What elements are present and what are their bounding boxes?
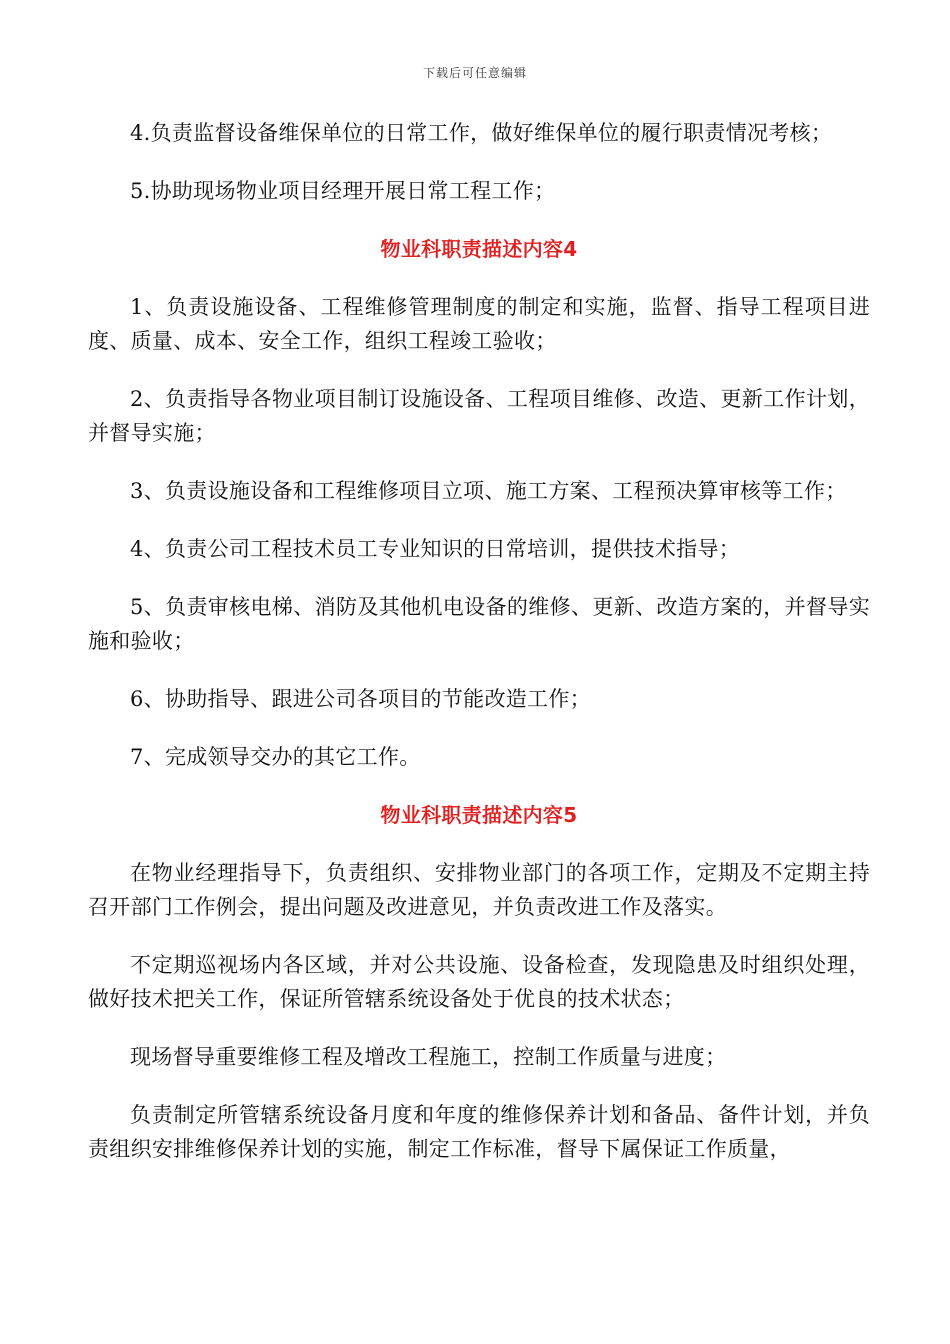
list-item: 1、负责设施设备、工程维修管理制度的制定和实施，监督、指导工程项目进度、质量、成本、安全工作，组织工程竣工验收； xyxy=(88,295,870,353)
list-item: 3、负责设施设备和工程维修项目立项、施工方案、工程预决算审核等工作； xyxy=(130,479,847,503)
paragraph: 不定期巡视场内各区域，并对公共设施、设备检查，发现隐患及时组织处理，做好技术把关工作，保证所管辖系统设备处于优良的技术状态； xyxy=(88,953,870,1011)
header-note: 下载后可任意编辑 xyxy=(422,66,527,80)
paragraph: 负责制定所管辖系统设备月度和年度的维修保养计划和备品、备件计划，并负责组织安排维修保养计划的实施，制定工作标准，督导下属保证工作质量， xyxy=(88,1103,870,1161)
document-body xyxy=(88,116,870,1166)
list-item: 6、协助指导、跟进公司各项目的节能改造工作； xyxy=(130,687,591,711)
list-item: 4、负责公司工程技术员工专业知识的日常培训，提供技术指导； xyxy=(130,537,741,561)
paragraph: 在物业经理指导下，负责组织、安排物业部门的各项工作，定期及不定期主持召开部门工作例会，提出问题及改进意见，并负责改进工作及落实。 xyxy=(88,861,870,919)
paragraph: 现场督导重要维修工程及增改工程施工，控制工作质量与进度； xyxy=(130,1045,727,1069)
section-heading: 物业科职责描述内容4 xyxy=(380,237,578,261)
section-heading: 物业科职责描述内容5 xyxy=(380,803,578,827)
list-item: 5、负责审核电梯、消防及其他机电设备的维修、更新、改造方案的，并督导实施和验收； xyxy=(88,595,870,653)
paragraph: 5.协助现场物业项目经理开展日常工程工作； xyxy=(130,179,556,203)
list-item: 7、完成领导交办的其它工作。 xyxy=(130,745,421,769)
list-item: 2、负责指导各物业项目制订设施设备、工程项目维修、改造、更新工作计划，并督导实施； xyxy=(88,387,870,445)
paragraph: 4.负责监督设备维保单位的日常工作，做好维保单位的履行职责情况考核； xyxy=(130,121,833,145)
